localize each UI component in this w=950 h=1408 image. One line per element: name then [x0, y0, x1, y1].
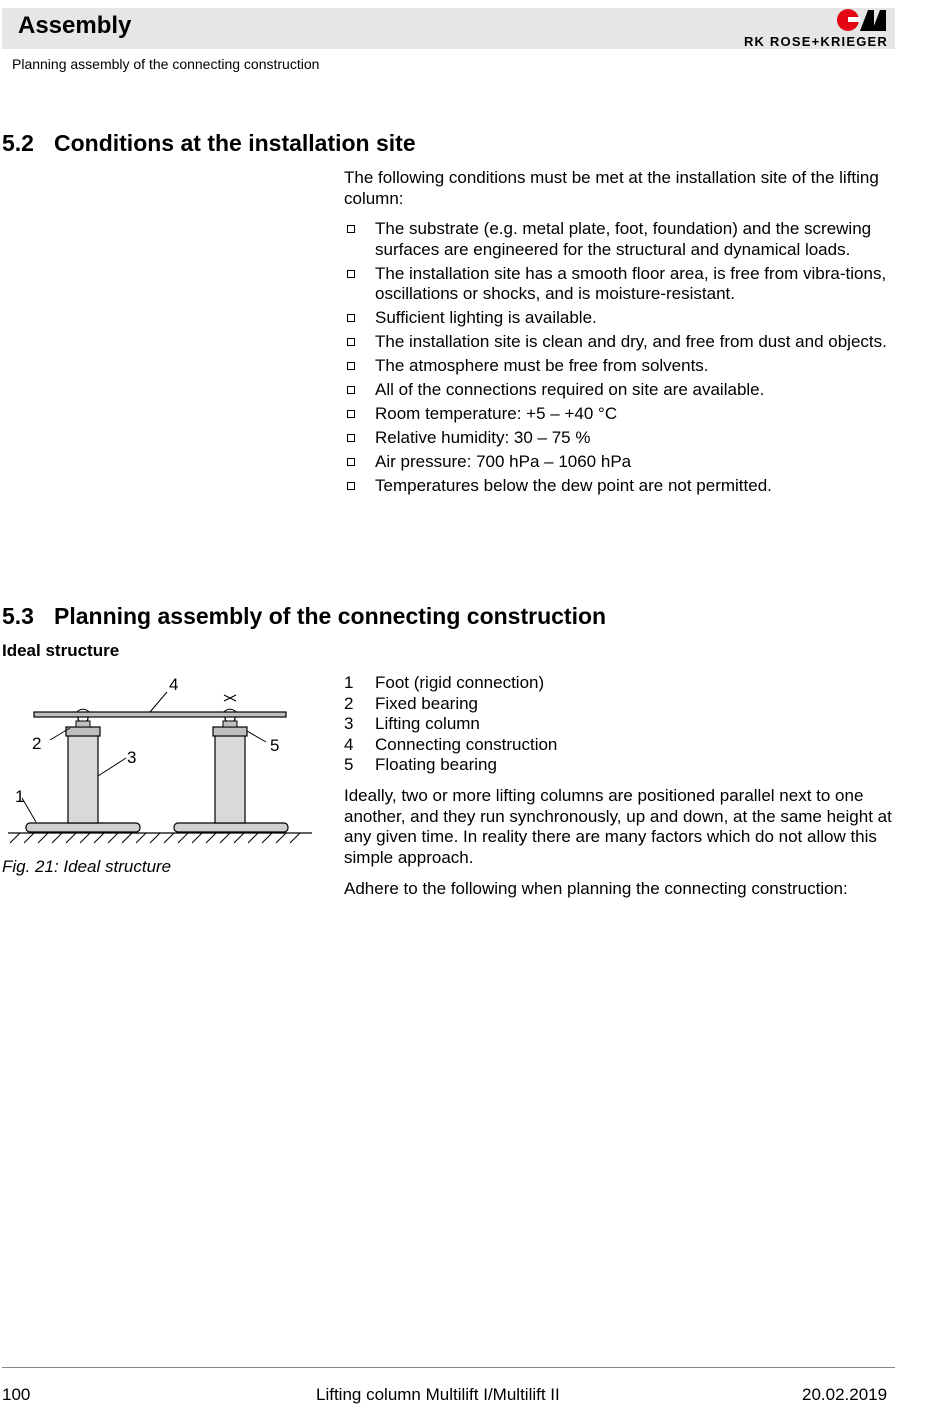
- list-item: Relative humidity: 30 – 75 %: [344, 428, 904, 449]
- section-number: 5.3: [2, 603, 34, 629]
- figure-label: 3: [127, 748, 137, 767]
- figure-label: 2: [32, 734, 42, 753]
- company-logo: [722, 8, 888, 50]
- conditions-list: [344, 219, 904, 500]
- legend-item: 1 Foot (rigid connection): [344, 673, 545, 692]
- section-number: 5.2: [2, 130, 34, 156]
- bullet-square-icon: [347, 458, 355, 466]
- list-item: Air pressure: 700 hPa – 1060 hPa: [344, 452, 904, 473]
- legend-item: 3 Lifting column: [344, 714, 480, 733]
- bullet-square-icon: [347, 362, 355, 370]
- list-item: The installation site has a smooth floor area, is free from vibra-tions, oscillations or shocks, and is moisture-resistant.: [344, 264, 904, 305]
- section-heading-5-3: [2, 603, 606, 630]
- section-title: Conditions at the installation site: [54, 130, 416, 156]
- legend-item: 4 Connecting construction: [344, 734, 558, 754]
- list-item: The substrate (e.g. metal plate, foot, foundation) and the screwing surfaces are engineered for the structural and dynamical loads.: [344, 219, 904, 260]
- bullet-square-icon: [347, 314, 355, 322]
- page-header-subtitle: Planning assembly of the connecting construction: [12, 56, 320, 72]
- figure-caption: Fig. 21: Ideal structure: [2, 857, 172, 876]
- footer-date: 20.02.2019: [802, 1385, 888, 1404]
- legend-item: 2 Fixed bearing: [344, 693, 479, 713]
- figure-label: 4: [169, 675, 179, 694]
- list-item: The atmosphere must be free from solvents.: [344, 356, 904, 377]
- footer-divider: [2, 1367, 895, 1368]
- bullet-square-icon: [347, 410, 355, 418]
- section-heading-5-2: [2, 130, 416, 157]
- ideal-structure-figure: [0, 668, 320, 848]
- list-item: Temperatures below the dew point are not permitted.: [344, 476, 904, 497]
- bullet-square-icon: [347, 386, 355, 394]
- body-paragraph: Adhere to the following when planning the connecting construction:: [344, 879, 848, 898]
- list-item: All of the connections required on site are available.: [344, 380, 904, 401]
- bullet-square-icon: [347, 225, 355, 233]
- figure-label: 5: [270, 736, 280, 755]
- bullet-square-icon: [347, 338, 355, 346]
- page-number: 100: [2, 1385, 31, 1404]
- list-item: Sufficient lighting is available.: [344, 308, 904, 329]
- figure-legend: [344, 673, 557, 776]
- body-paragraph: Ideally, two or more lifting columns are positioned parallel next to one another, and they run synchronously, up and down, at the same height at any given time. In reality there are many factors which do not allow this simple approach.: [344, 786, 892, 867]
- subheading-ideal-structure: Ideal structure: [2, 641, 120, 660]
- logo-text: RK ROSE+KRIEGER: [743, 34, 888, 49]
- bullet-square-icon: [347, 270, 355, 278]
- list-item: Room temperature: +5 – +40 °C: [344, 404, 904, 425]
- figure-label: 1: [15, 787, 25, 806]
- legend-item: 5 Floating bearing: [344, 755, 497, 774]
- list-item: The installation site is clean and dry, and free from dust and objects.: [344, 332, 904, 353]
- intro-paragraph: The following conditions must be met at the installation site of the lifting column:: [344, 168, 879, 208]
- bullet-square-icon: [347, 434, 355, 442]
- page-header-title: Assembly: [18, 12, 132, 39]
- logo-mark-icon: [722, 8, 888, 34]
- footer-product: Lifting column Multilift I/Multilift II: [316, 1385, 560, 1404]
- bullet-square-icon: [347, 482, 355, 490]
- section-title: Planning assembly of the connecting construction: [54, 603, 607, 629]
